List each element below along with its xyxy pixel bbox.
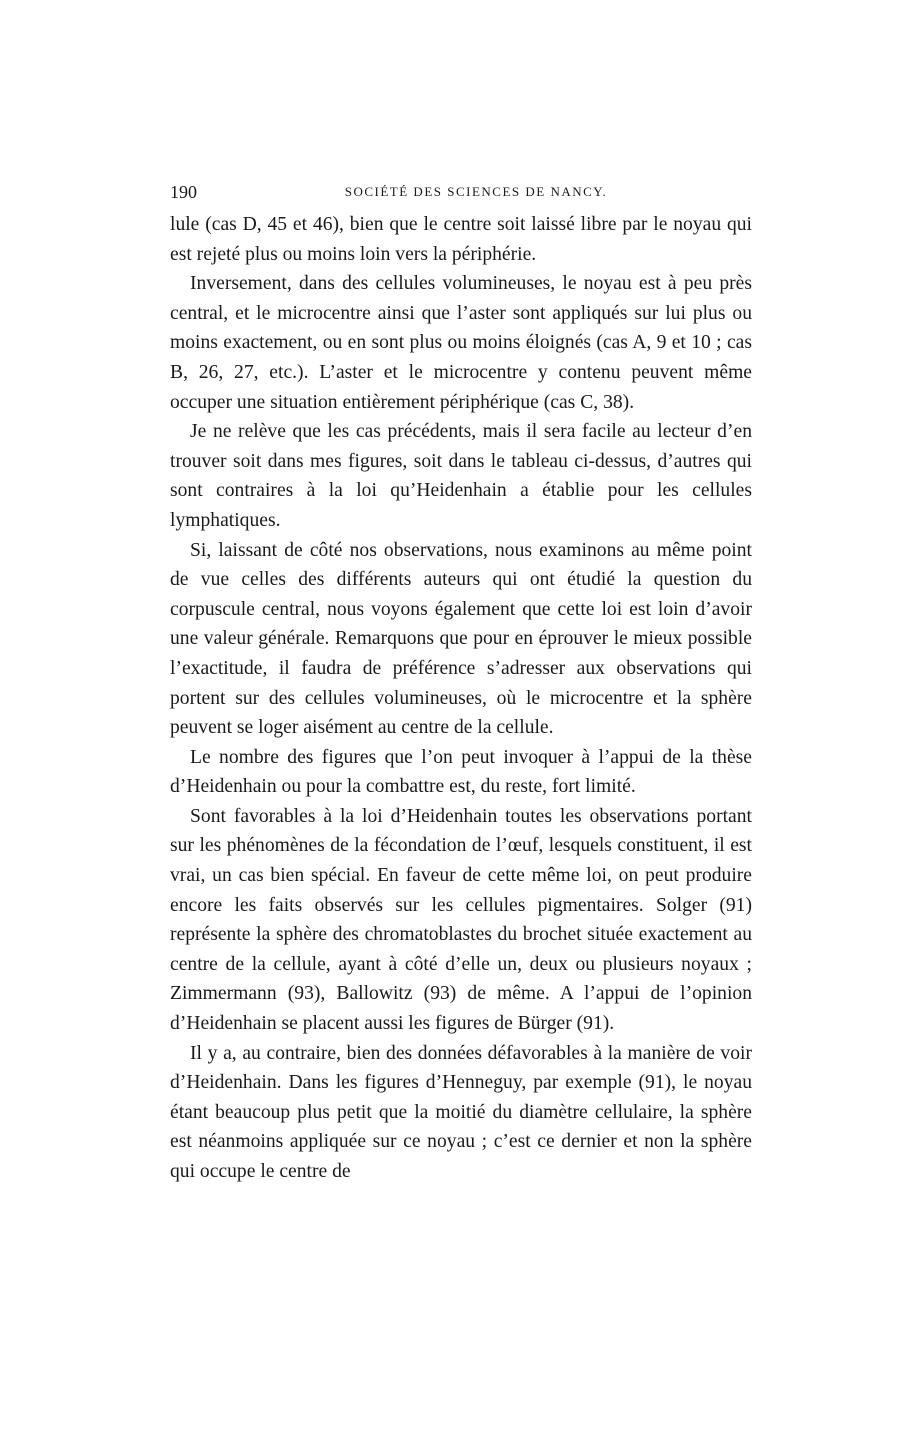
running-title: SOCIÉTÉ DES SCIENCES DE NANCY. (344, 184, 608, 199)
paragraph: Je ne relève que les cas précédents, mais il sera facile au lecteur d’en trouver soit dans mes figures, soit dans le tableau ci-dessus, d’autres qui sont contraires à la loi qu’Heidenhain a établie pour les cellules lymphatiques. (170, 421, 752, 531)
page-number: 190 (170, 182, 197, 202)
paragraph: Si, laissant de côté nos observations, nous examinons au même point de vue celles des différents auteurs qui ont étudié la question du corpuscule central, nous voyons également que cette loi est loin d’avoir une valeur générale. Remarquons que pour en éprouver le mieux possible l’exactitude, il faudra de préférence s’adresser aux observations qui portent sur des cellules volumineuses, où le microcentre et la sphère peuvent se loger aisément au centre de la cellule. (170, 539, 752, 739)
paragraph-continuation: lule (cas D, 45 et 46), bien que le centre soit laissé libre par le noyau qui est rejeté plus ou moins loin vers la périphérie. (170, 214, 752, 265)
paragraph: Le nombre des figures que l’on peut invoquer à l’appui de la thèse d’Heidenhain ou pour la combattre est, du reste, fort limité. (170, 746, 752, 798)
paragraph: Sont favorables à la loi d’Heidenhain toutes les observations portant sur les phénomènes de la fécondation de l’œuf, lesquels constituent, il est vrai, un cas bien spécial. En faveur de cette même loi, on peut produire encore les faits observés sur les cellules pigmentaires. Solger (91) représente la sphère des chromatoblastes du brochet située exactement au centre de la cellule, ayant à côté d’elle un, deux ou plusieurs noyaux ; Zimmermann (93), Ballowitz (93) de même. A l’appui de l’opinion d’Heidenhain se placent aussi les figures de Bürger (91). (170, 805, 752, 1035)
running-head (170, 180, 752, 204)
paragraph: Inversement, dans des cellules volumineuses, le noyau est à peu près central, et le microcentre ainsi que l’aster sont appliqués sur lui plus ou moins exactement, ou en sont plus ou moins éloignés (cas A, 9 et 10 ; cas B, 26, 27, etc.). L’aster et le microcentre y contenu peuvent même occuper une situation entièrement périphérique (cas C, 38). (170, 273, 752, 413)
body-text (170, 210, 752, 1187)
paragraph: Il y a, au contraire, bien des données défavorables à la manière de voir d’Heidenhain. Dans les figures d’Henneguy, par exemple (91), le noyau étant beaucoup plus petit que la moitié du diamètre cellulaire, la sphère est néanmoins appliquée sur ce noyau ; c’est ce dernier et non la sphère qui occupe le centre de (170, 1042, 752, 1182)
